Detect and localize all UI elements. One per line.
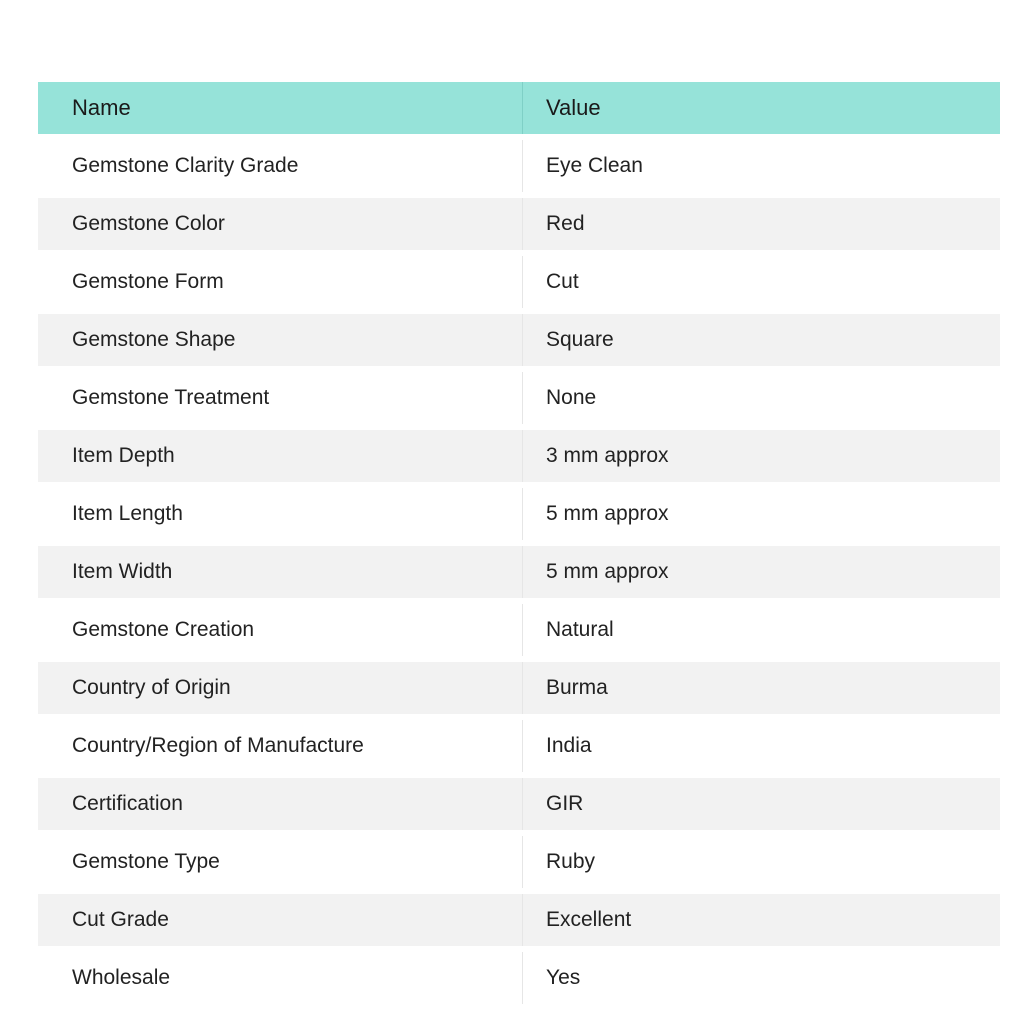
table-row [38,952,1000,1004]
row-name-cell: Wholesale [38,952,523,1004]
table-row [38,662,1000,714]
row-name-cell: Item Depth [38,430,523,482]
row-value-cell: India [546,734,592,757]
table-body [38,140,1000,1004]
row-name-cell: Gemstone Form [38,256,523,308]
row-name-cell: Item Width [38,546,523,598]
table-row [38,488,1000,540]
row-name-cell: Gemstone Treatment [38,372,523,424]
row-name-cell: Gemstone Type [38,836,523,888]
row-name-cell: Gemstone Shape [38,314,523,366]
table-row [38,720,1000,772]
row-value-cell: 3 mm approx [546,444,669,467]
table-row [38,314,1000,366]
row-value-cell: Excellent [546,908,632,931]
row-value-cell: 5 mm approx [546,560,669,583]
row-name-cell: Country/Region of Manufacture [38,720,523,772]
table-row [38,894,1000,946]
table-row [38,372,1000,424]
row-value-cell: Natural [546,618,614,641]
row-value-cell: GIR [546,792,584,815]
row-value-cell: Burma [546,676,608,699]
row-name-cell: Cut Grade [38,894,523,946]
row-value-cell: Square [546,328,614,351]
table-row [38,140,1000,192]
table-header-row [38,82,1000,134]
table-row [38,604,1000,656]
row-name-cell: Country of Origin [38,662,523,714]
table-row [38,836,1000,888]
row-value-cell: Red [546,212,585,235]
table-row [38,778,1000,830]
table-row [38,430,1000,482]
specifications-table [38,82,1000,1004]
row-value-cell: Cut [546,270,579,293]
row-value-cell: None [546,386,597,409]
row-value-cell: Yes [546,966,581,989]
table-row [38,198,1000,250]
table-row [38,256,1000,308]
row-name-cell: Gemstone Color [38,198,523,250]
row-name-cell: Gemstone Clarity Grade [38,140,523,192]
column-header-name: Name [38,82,523,134]
row-name-cell: Gemstone Creation [38,604,523,656]
column-header-value: Value [546,95,601,120]
row-name-cell: Item Length [38,488,523,540]
row-name-cell: Certification [38,778,523,830]
row-value-cell: Eye Clean [546,154,643,177]
row-value-cell: Ruby [546,850,596,873]
row-value-cell: 5 mm approx [546,502,669,525]
table-row [38,546,1000,598]
